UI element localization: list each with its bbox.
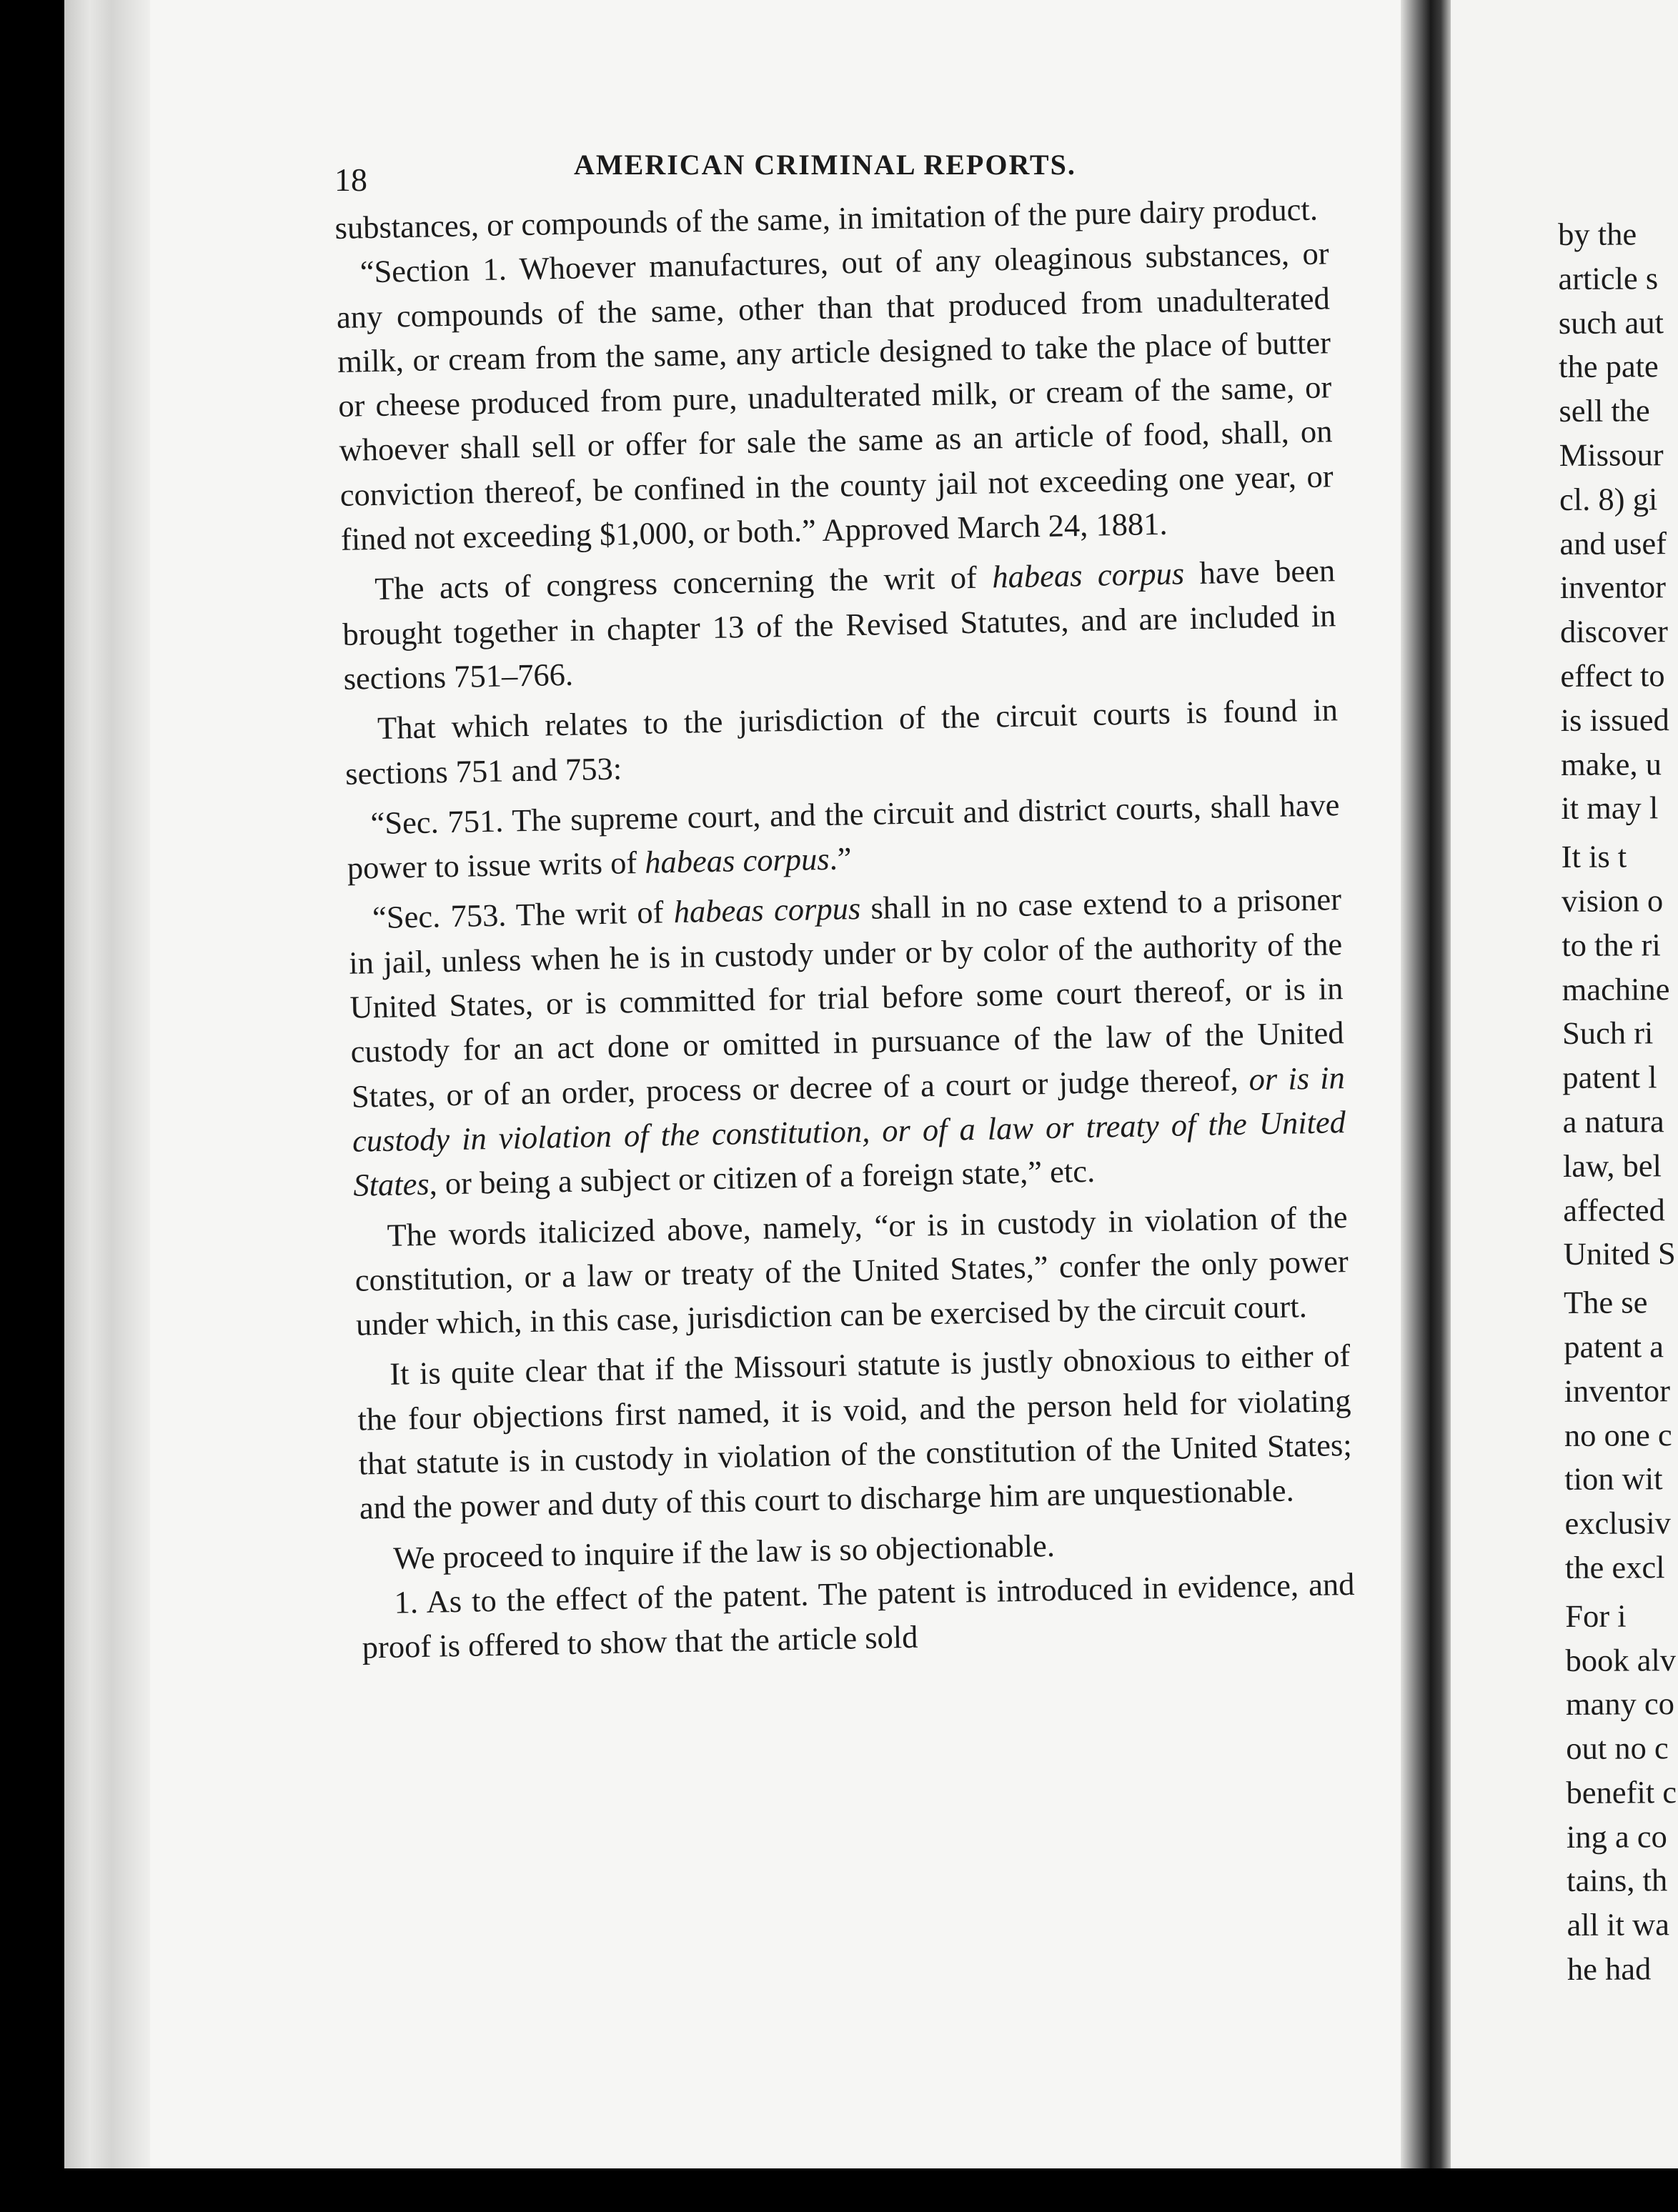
right-page-line-fragment: discover xyxy=(1559,613,1668,650)
italic-text: or is in custody in violation of the constitution, or of a law or treaty of the United States xyxy=(352,1059,1346,1203)
right-page-line-fragment: book alv xyxy=(1565,1641,1677,1678)
right-page-line-fragment: he had xyxy=(1567,1951,1652,1988)
paragraph: The words italicized above, namely, “or is in custody in violation of the constitution, or a law or treaty of the United States,” confer the only power under which, in this case, jurisdiction can be exercised by the circuit court. xyxy=(354,1198,1349,1342)
right-page-line-fragment: benefit c xyxy=(1566,1774,1677,1810)
paragraph: 1. As to the effect of the patent. The patent is introduced in evidence, and proof is offered to show that the article sold xyxy=(362,1565,1355,1665)
right-page-line-fragment: Missour xyxy=(1559,437,1664,473)
right-page-line-fragment: by the xyxy=(1558,216,1637,252)
right-page-line-fragment: it may l xyxy=(1561,789,1659,827)
right-page-line-fragment: tion wit xyxy=(1564,1460,1663,1498)
right-page-line-fragment: a natura xyxy=(1562,1103,1664,1140)
right-page-line-fragment: the excl xyxy=(1564,1549,1665,1585)
right-page-line-fragment: and usef xyxy=(1559,524,1667,562)
paragraph: The acts of congress concerning the writ of habeas corpus have been brought together in chapter 13 of the Revised Statutes, and are included in sections 751–766. xyxy=(342,552,1336,697)
right-page-line-fragment: to the ri xyxy=(1562,927,1661,963)
right-page-line-fragment: is issued xyxy=(1560,701,1669,738)
paragraph: “Sec. 751. The supreme court, and the circuit and district courts, shall have power to issue writs of habeas corpus.” xyxy=(347,787,1340,886)
right-page-line-fragment: patent l xyxy=(1562,1059,1657,1096)
left-page-body xyxy=(334,186,1356,1670)
italic-text: habeas corpus xyxy=(991,555,1185,595)
page-header xyxy=(334,139,1335,196)
paragraph: substances, or compounds of the same, in imitation of the pure dairy product. xyxy=(334,191,1319,246)
right-page-line-fragment: sell the xyxy=(1559,392,1650,429)
paragraph: “Sec. 753. The writ of habeas corpus shall in no case extend to a prisoner in jail, unless when he is in custody under or by color of the authority of the United States, or is committed for trial before some court thereof, or is in custody for an act done or omitted in pursuance of the law of the United States, or of an order, process or decree of a court or judge thereof, or is in custody in violation of the constitution, or of a law or treaty of the United States, or being a subject or citizen of a foreign state,” etc. xyxy=(348,881,1346,1203)
left-page-edge xyxy=(64,0,150,2168)
right-page-line-fragment: law, bel xyxy=(1562,1147,1662,1184)
paragraph: We proceed to inquire if the law is so objectionable. xyxy=(392,1527,1056,1576)
paragraph: It is quite clear that if the Missouri statute is justly obnoxious to either of the four objections first named, it is void, and the person held for violating that statute is in custody in violation of the constitution of the United States; and the power and duty of this court to discharge him are unquestionable. xyxy=(357,1337,1353,1526)
right-page-line-fragment: cl. 8) gi xyxy=(1559,481,1658,517)
right-page-line-fragment: For i xyxy=(1565,1598,1627,1634)
right-page-line-fragment: exclusiv xyxy=(1564,1505,1672,1542)
right-page-line-fragment: United S xyxy=(1563,1235,1676,1272)
right-page-line-fragment: no one c xyxy=(1564,1416,1672,1453)
right-page-line-fragment: all it wa xyxy=(1567,1906,1670,1943)
right-page-line-fragment: vision o xyxy=(1561,882,1664,919)
right-page-line-fragment: patent a xyxy=(1564,1328,1664,1365)
right-page-line-fragment: the pate xyxy=(1558,348,1659,385)
right-page-line-fragment: It is t xyxy=(1561,838,1627,875)
right-page-line-fragment: out no c xyxy=(1566,1730,1669,1767)
right-page-line-fragment: such aut xyxy=(1558,304,1664,341)
right-page-line-fragment: many co xyxy=(1565,1685,1675,1723)
italic-text: habeas corpus xyxy=(673,890,861,930)
right-page-line-fragment: make, u xyxy=(1560,745,1662,782)
scan-border xyxy=(0,2168,1678,2212)
right-page-line-fragment: ing a co xyxy=(1566,1818,1667,1855)
right-page-line-fragment: tains, th xyxy=(1567,1862,1668,1899)
paragraph: That which relates to the jurisdiction of the circuit courts is found in sections 751 and 753: xyxy=(344,692,1339,792)
page-number: 18 xyxy=(334,161,367,198)
right-page-line-fragment: inventor xyxy=(1564,1372,1671,1409)
right-page-line-fragment: machine xyxy=(1562,970,1670,1007)
right-page-line-fragment: inventor xyxy=(1559,569,1667,606)
running-head: AMERICAN CRIMINAL REPORTS. xyxy=(574,149,1076,181)
right-page-line-fragment: effect to xyxy=(1560,657,1665,694)
right-page-line-fragment: article s xyxy=(1558,260,1659,297)
right-page-text-fragments xyxy=(1558,212,1678,1992)
book-gutter xyxy=(1401,0,1451,2168)
right-page-line-fragment: affected xyxy=(1563,1191,1665,1228)
right-page-line-fragment: Such ri xyxy=(1562,1015,1654,1052)
right-page-line-fragment: The se xyxy=(1563,1284,1648,1321)
paragraph: “Section 1. Whoever manufactures, out of any oleaginous substances, or any compounds of the same, other than that produced from unadulterated milk, or cream from the same, any article designed to take the place of butter or cheese produced from pure, unadulterated milk, or cream of the same, or whoever shall sell or offer for sale the same as an article of food, shall, on conviction thereof, be confined in the county jail not exceeding one year, or fined not exceeding $1,000, or both.” Approved March 24, 1881. xyxy=(336,235,1334,557)
italic-text: habeas corpus xyxy=(644,841,830,880)
